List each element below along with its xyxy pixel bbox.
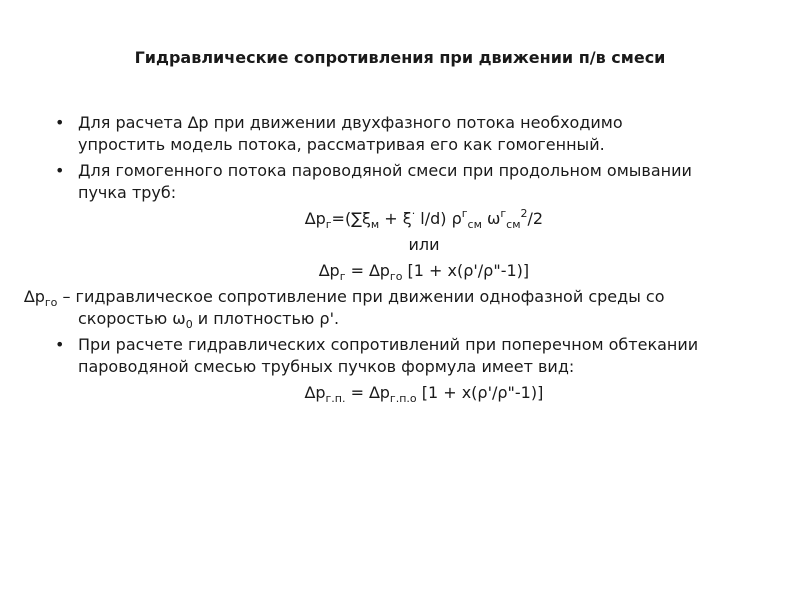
or-text: или xyxy=(408,235,440,254)
formula-1: $\Delta p_г=(\sum\xi_м + \xi^\cdot$ l/d) $\rho^г_{см}$ $\omega^г_{см}^2/2$ xyxy=(304,207,544,231)
formula-2: $\Delta p_г = \Delta p_{го}$ [1 + x(ρ'/ρ"-1)] xyxy=(318,261,530,283)
bullet-3-line-2: пароводяной смесью трубных пучков формула имеет вид: xyxy=(78,357,575,376)
definition-text: $\Delta p_{го}$ – гидравлическое сопротивление при движении однофазной среды со скоростью $\omega_0$ и плотностью ρ'. xyxy=(24,287,665,331)
bullet-1-line-2: упростить модель потока, рассматривая его как гомогенный. xyxy=(78,135,605,154)
bullet-item-3 xyxy=(24,334,784,378)
formula-3: $\Delta p_{г.п.} = \Delta p_{г.п.о}$ [1 + x(ρ'/ρ"-1)] xyxy=(304,383,544,405)
bullet-2-line-2: пучка труб: xyxy=(78,183,177,202)
slide-title: Гидравлические сопротивления при движении п/в смеси xyxy=(134,48,666,67)
bullet-3-line-1: При расчете гидравлических сопротивлений при поперечном обтекании xyxy=(78,335,699,354)
bullet-dot: • xyxy=(55,113,65,132)
bullet-item-1 xyxy=(24,112,784,156)
slide-content xyxy=(24,112,784,408)
bullet-item-2 xyxy=(24,160,784,204)
bullet-dot: • xyxy=(55,335,65,354)
bullet-dot: • xyxy=(55,161,65,180)
bullet-2-line-1: Для гомогенного потока пароводяной смеси при продольном омывании xyxy=(78,161,692,180)
bullet-1-line-1: Для расчета ∆p при движении двухфазного потока необходимо xyxy=(78,113,623,132)
